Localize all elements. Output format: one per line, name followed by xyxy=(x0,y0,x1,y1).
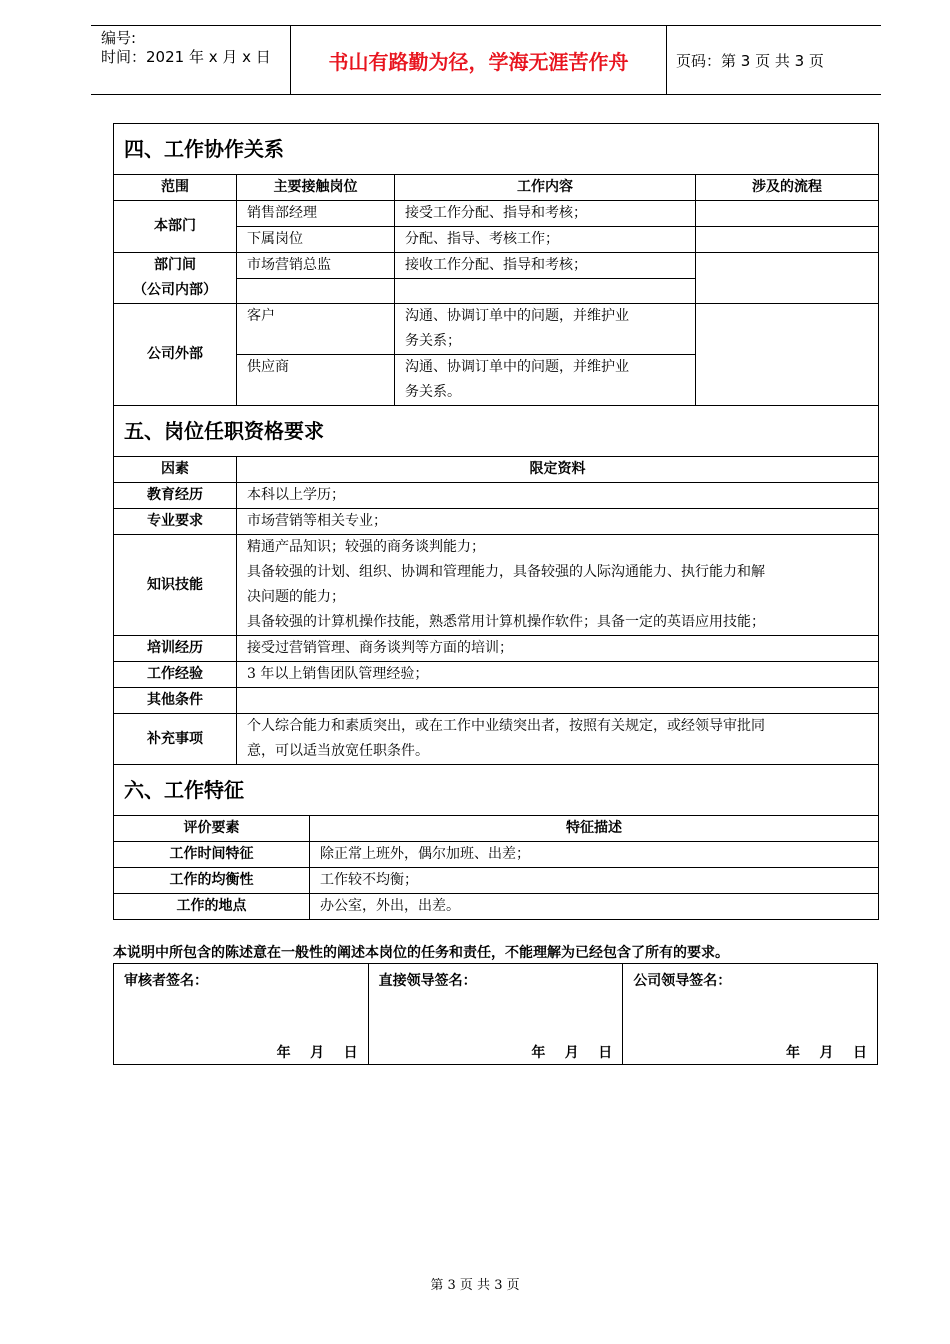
requirement-cell: 接受过营销管理、商务谈判等方面的培训； xyxy=(237,636,879,662)
requirement-line: 具备较强的计划、组织、协调和管理能力，具备较强的人际沟通能力、执行能力和解 xyxy=(247,564,765,580)
factor-cell: 培训经历 xyxy=(114,636,237,662)
content-cell xyxy=(395,355,696,406)
factor-cell: 工作的均衡性 xyxy=(114,868,310,894)
factor-cell: 工作时间特征 xyxy=(114,842,310,868)
signature-label: 直接领导签名： xyxy=(378,973,477,989)
requirement-line: 具备较强的计算机操作技能，熟悉常用计算机操作软件；具备一定的英语应用技能； xyxy=(247,614,765,630)
scope-line: 部门间 xyxy=(154,257,196,273)
content-line: 沟通、协调订单中的问题，并维护业 xyxy=(405,308,629,324)
factor-cell: 教育经历 xyxy=(114,483,237,509)
signature-box-direct-leader[interactable] xyxy=(368,964,623,1065)
column-header: 限定资料 xyxy=(237,457,879,483)
factor-cell: 其他条件 xyxy=(114,688,237,714)
signature-date: 年 月 日 xyxy=(531,1045,613,1061)
section-title-qualifications: 五、岗位任职资格要求 xyxy=(114,406,879,457)
requirement-line: 个人综合能力和素质突出，或在工作中业绩突出者，按照有关规定，或经领导审批同 xyxy=(247,718,765,734)
signature-label: 公司领导签名： xyxy=(633,973,732,989)
document-time-label: 时间：2021 年 x 月 x 日 xyxy=(101,48,271,66)
section-title-collaboration: 四、工作协作关系 xyxy=(114,124,879,175)
scope-cell: 公司外部 xyxy=(114,304,237,406)
disclaimer-note: 本说明中所包含的陈述意在一般性的阐述本岗位的任务和责任，不能理解为已经包含了所有的要求。 xyxy=(113,945,729,961)
content-line: 务关系。 xyxy=(405,384,461,400)
content-cell xyxy=(395,279,696,304)
requirement-cell xyxy=(237,688,879,714)
header-meta xyxy=(91,26,290,94)
requirement-cell xyxy=(237,714,879,765)
signature-table xyxy=(113,963,878,1065)
column-header: 特征描述 xyxy=(310,816,879,842)
header-page-info: 页码：第 3 页 共 3 页 xyxy=(676,51,824,70)
signature-box-reviewer[interactable] xyxy=(114,964,369,1065)
post-cell: 销售部经理 xyxy=(237,201,395,227)
column-header: 工作内容 xyxy=(395,175,696,201)
requirement-line: 决问题的能力； xyxy=(247,589,345,605)
factor-cell: 补充事项 xyxy=(114,714,237,765)
post-cell: 供应商 xyxy=(237,355,395,406)
post-cell: 客户 xyxy=(237,304,395,355)
factor-cell: 工作经验 xyxy=(114,662,237,688)
content-cell: 接收工作分配、指导和考核； xyxy=(395,253,696,279)
content-cell: 分配、指导、考核工作； xyxy=(395,227,696,253)
description-cell: 除正常上班外，偶尔加班、出差； xyxy=(310,842,879,868)
signature-box-company-leader[interactable] xyxy=(623,964,878,1065)
process-cell xyxy=(696,304,879,406)
post-cell: 下属岗位 xyxy=(237,227,395,253)
process-cell xyxy=(696,227,879,253)
factor-cell: 专业要求 xyxy=(114,509,237,535)
description-cell: 办公室，外出，出差。 xyxy=(310,894,879,920)
content-line: 务关系； xyxy=(405,333,461,349)
signature-label: 审核者签名： xyxy=(124,973,208,989)
header-motto: 书山有路勤为径，学海无涯苦作舟 xyxy=(290,26,667,94)
requirement-cell: 市场营销等相关专业； xyxy=(237,509,879,535)
section-title-work-characteristics: 六、工作特征 xyxy=(114,765,879,816)
requirement-cell xyxy=(237,535,879,636)
column-header: 评价要素 xyxy=(114,816,310,842)
signature-date: 年 月 日 xyxy=(786,1045,867,1061)
process-cell xyxy=(696,201,879,227)
content-line: 沟通、协调订单中的问题，并维护业 xyxy=(405,359,629,375)
requirement-cell: 本科以上学历； xyxy=(237,483,879,509)
signature-date: 年 月 日 xyxy=(276,1045,358,1061)
document-number-label: 编号: xyxy=(101,29,137,47)
scope-line: （公司内部） xyxy=(133,282,217,298)
column-header: 涉及的流程 xyxy=(696,175,879,201)
process-cell xyxy=(696,253,879,304)
factor-cell: 工作的地点 xyxy=(114,894,310,920)
column-header: 主要接触岗位 xyxy=(237,175,395,201)
requirement-cell: 3 年以上销售团队管理经验； xyxy=(237,662,879,688)
column-header: 范围 xyxy=(114,175,237,201)
requirement-line: 精通产品知识；较强的商务谈判能力； xyxy=(247,539,485,555)
scope-cell: 本部门 xyxy=(114,201,237,253)
page-header xyxy=(91,25,881,95)
content-cell: 接受工作分配、指导和考核； xyxy=(395,201,696,227)
factor-cell: 知识技能 xyxy=(114,535,237,636)
scope-cell xyxy=(114,253,237,304)
post-cell: 市场营销总监 xyxy=(237,253,395,279)
description-cell: 工作较不均衡； xyxy=(310,868,879,894)
job-description-table xyxy=(113,123,879,920)
page-footer: 第 3 页 共 3 页 xyxy=(430,1278,520,1293)
post-cell xyxy=(237,279,395,304)
content-cell xyxy=(395,304,696,355)
column-header: 因素 xyxy=(114,457,237,483)
requirement-line: 意，可以适当放宽任职条件。 xyxy=(247,743,429,759)
